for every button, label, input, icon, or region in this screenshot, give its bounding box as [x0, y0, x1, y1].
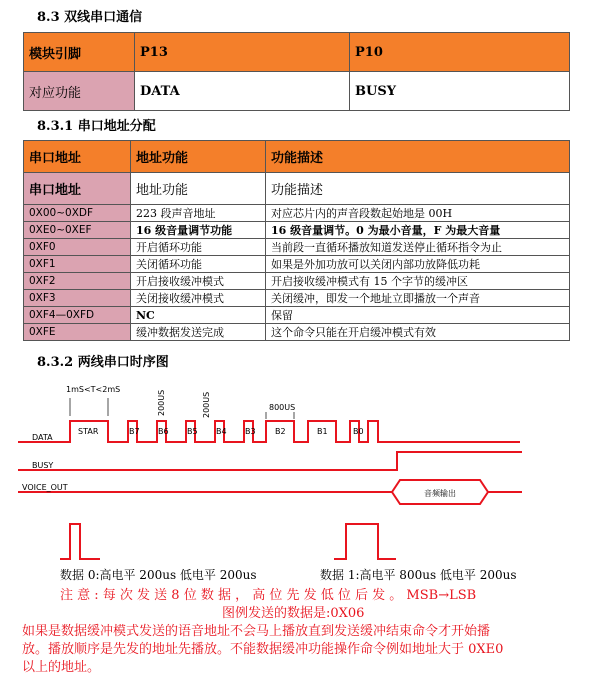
bit-label: B3 [245, 427, 256, 436]
bit-label: B4 [216, 427, 227, 436]
table-cell: 模块引脚 [24, 33, 135, 72]
note-paragraph-line: 如果是数据缓冲模式发送的语音地址不会马上播放直到发送缓冲结束命令才开始播 [22, 624, 491, 639]
table-row [24, 256, 570, 273]
signal-label-data: DATA [32, 433, 53, 442]
table-cell: 0X00~0XDF [24, 205, 131, 222]
table-cell: 0XF2 [24, 273, 131, 290]
table-cell: 关闭缓冲，即发一个地址立即播放一个声音 [266, 290, 570, 307]
busy-waveform [18, 452, 522, 470]
bit-label: STAR [78, 427, 99, 436]
us200-label-b: 200US [202, 391, 211, 418]
table-header-cell: 地址功能 [131, 141, 266, 173]
table-cell: 开启接收缓冲模式有 15 个字节的缓冲区 [266, 273, 570, 290]
table-cell: 16 级音量调节。0 为最小音量，F 为最大音量 [266, 222, 570, 239]
audio-output-label: 音频输出 [424, 489, 456, 498]
timing-diagram [0, 372, 597, 587]
table-cell: 0XF3 [24, 290, 131, 307]
table-cell: 对应芯片内的声音段数起始地是 00H [266, 205, 570, 222]
table-cell: DATA [135, 72, 350, 111]
section-title: 8.3 双线串口通信 [37, 10, 143, 25]
bit-label: B6 [158, 427, 169, 436]
table-row [24, 72, 570, 111]
table-cell: 0XF1 [24, 256, 131, 273]
table-cell: 如果是外加功放可以关闭内部功放降低功耗 [266, 256, 570, 273]
table-cell: 保留 [266, 307, 570, 324]
table-header-cell: 串口地址 [24, 173, 131, 205]
table-cell: NC [131, 307, 266, 324]
data1-example-waveform [334, 524, 396, 559]
table-cell: 关闭接收缓冲模式 [131, 290, 266, 307]
bit-label: B1 [317, 427, 328, 436]
table-cell: 16 级音量调节功能 [131, 222, 266, 239]
t-label: 1mS<T<2mS [66, 385, 121, 394]
table-row [24, 222, 570, 239]
bit-label: B0 [353, 427, 364, 436]
table-header-cell: 地址功能 [131, 173, 266, 205]
table-cell: 0XE0~0XEF [24, 222, 131, 239]
note-paragraph-line: 放。播放顺序是先发的地址先播放。不能数据缓冲功能操作命令例如地址大于 0XE0 [22, 642, 504, 657]
table-header-cell: 功能描述 [266, 173, 570, 205]
module-pin-table [23, 32, 570, 111]
table-cell: 关闭循环功能 [131, 256, 266, 273]
data0-caption: 数据 0:高电平 200us 低电平 200us [60, 568, 257, 582]
signal-label-voice-out: VOICE_OUT [22, 483, 68, 492]
table-header-row [24, 141, 570, 173]
table-cell: 0XFE [24, 324, 131, 341]
bit-label: B5 [187, 427, 198, 436]
table-row [24, 290, 570, 307]
table-row [24, 33, 570, 72]
table-row [24, 205, 570, 222]
table-cell: 当前段一直循环播放知道发送停止循环指令为止 [266, 239, 570, 256]
table-cell: 0XF4—0XFD [24, 307, 131, 324]
table-cell: P10 [350, 33, 570, 72]
data1-caption: 数据 1:高电平 800us 低电平 200us [320, 568, 517, 582]
note-line-2: 图例发送的数据是:0X06 [222, 606, 365, 621]
table-row [24, 307, 570, 324]
table-cell: 缓冲数据发送完成 [131, 324, 266, 341]
subsection-title-timing: 8.3.2 两线串口时序图 [37, 355, 169, 370]
table-header-cell: 功能描述 [266, 141, 570, 173]
bit-label: B7 [129, 427, 140, 436]
table-row [24, 239, 570, 256]
table-header-cell: 串口地址 [24, 141, 131, 173]
note-line-1: 注 意 : 每 次 发 送 8 位 数 据 ， 高 位 先 发 低 位 后 发 。 MSB→LSB [60, 588, 477, 603]
table-cell: P13 [135, 33, 350, 72]
table-cell: 开启循环功能 [131, 239, 266, 256]
subsection-title-address: 8.3.1 串口地址分配 [37, 119, 156, 134]
note-paragraph-line: 以上的地址。 [22, 660, 101, 675]
address-table [23, 140, 570, 341]
data0-example-waveform [60, 524, 100, 559]
table-cell: 开启接收缓冲模式 [131, 273, 266, 290]
us200-label-a: 200US [157, 389, 166, 416]
us800-label: 800US [269, 403, 296, 412]
table-header-row [24, 173, 570, 205]
table-row [24, 273, 570, 290]
table-cell: 0XF0 [24, 239, 131, 256]
table-cell: 223 段声音地址 [131, 205, 266, 222]
table-row [24, 324, 570, 341]
table-cell: 这个命令只能在开启缓冲模式有效 [266, 324, 570, 341]
bit-label: B2 [275, 427, 286, 436]
signal-label-busy: BUSY [32, 461, 54, 470]
table-cell: BUSY [350, 72, 570, 111]
table-cell: 对应功能 [24, 72, 135, 111]
